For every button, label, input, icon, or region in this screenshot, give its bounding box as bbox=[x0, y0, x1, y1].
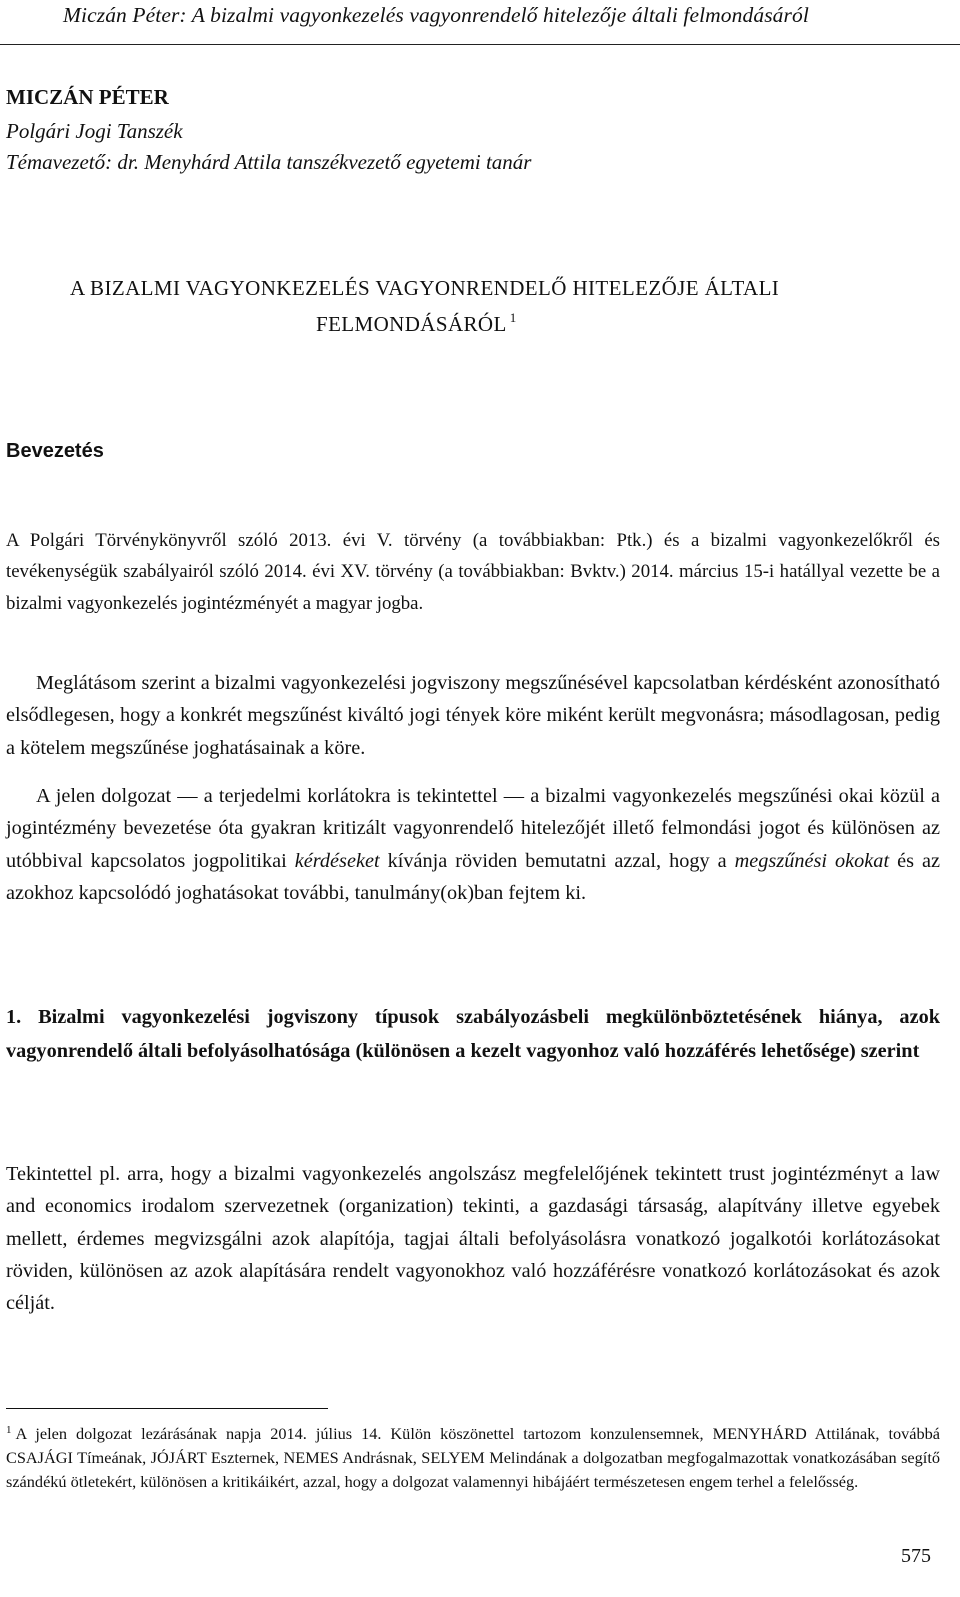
section-1-heading bbox=[6, 1001, 940, 1068]
page-number: 575 bbox=[901, 1545, 931, 1567]
paragraph-3-part1: A jelen dolgozat — a terjedelmi korlátokra is tekintettel — a bizalmi vagyonkezelés megszűnési okai közül a jogintézmény bevezetése óta gyakran kritizált vagyonrendelő hitelezőjét illető felmondási jogot és különösen az utóbbival kapcsolatos jogpolitikai bbox=[6, 785, 940, 872]
author-supervisor: Témavezető: dr. Menyhárd Attila tanszékvezető egyetemi tanár bbox=[6, 150, 532, 174]
section-1-title: Bizalmi vagyonkezelési jogviszony típusok szabályozásbeli megkülönböztetésének hiánya, azok vagyonrendelő általi befolyásolhatósága (különösen a kezelt vagyonhoz való hozzáférés lehetősége) szerint bbox=[6, 1006, 940, 1062]
paragraph-3-emphasis2: megszűnési okokat bbox=[734, 849, 890, 872]
footnote-1 bbox=[6, 1418, 940, 1494]
paper-title-text: FELMONDÁSÁRÓL bbox=[316, 312, 507, 336]
paper-title-line1: A BIZALMI VAGYONKEZELÉS VAGYONRENDELŐ HITELEZŐJE ÁLTALI bbox=[70, 276, 780, 300]
intro-heading: Bevezetés bbox=[6, 440, 104, 462]
footnote-text: A jelen dolgozat lezárásának napja 2014. július 14. Külön köszönettel tartozom konzulensemnek, MENYHÁRD Attilának, továbbá CSAJÁGI Tímeának, JÓJÁRT Eszternek, NEMES Andrásnak, SELYEM Melindának a dolgozatban megfogalmazottak vonatkozásában segítő szándékú ötletekért, különösen a kritikáikért, azzal, hogy a dolgozat valamennyi hibájáért természetesen engem terhel a felelősség. bbox=[6, 1424, 940, 1491]
title-footnote-ref[interactable]: 1 bbox=[509, 310, 517, 325]
footnote-mark: 1 bbox=[6, 1424, 12, 1436]
author-name: MICZÁN PÉTER bbox=[6, 85, 169, 109]
paragraph-1: A Polgári Törvénykönyvről szóló 2013. évi V. törvény (a továbbiakban: Ptk.) és a bizalmi vagyonkezelőkről és tevékenységük szabályairól szóló 2014. évi XV. törvény (a továbbiakban: Bvktv.) 2014. március 15-i hatállyal vezette be a bizalmi vagyonkezelés jogintézményét a magyar jogba. bbox=[6, 530, 940, 614]
section-1-number: 1. bbox=[6, 1006, 22, 1028]
running-header bbox=[0, 0, 960, 45]
paragraph-3-part3: és az azokhoz kapcsolódó joghatásokat további, tanulmány(ok)ban fejtem ki. bbox=[6, 849, 940, 904]
author-department: Polgári Jogi Tanszék bbox=[6, 119, 183, 143]
paragraph-2: Meglátásom szerint a bizalmi vagyonkezelési jogviszony megszűnésével kapcsolatban kérdésként azonosítható elsődlegesen, hogy a konkrét megszűnést kiváltó jogi tények köre miként került megvonásra; másodlagosan, pedig a kötelem megszűnése joghatásainak a köre. bbox=[6, 672, 940, 759]
paragraph-4: Tekintettel pl. arra, hogy a bizalmi vagyonkezelés angolszász megfelelőjének tekintett trust jogintézményt a law and economics irodalom szervezetnek (organization) tekinti, a gazdasági társaság, alapítvány illetve egyebek mellett, érdemes megvizsgálni azok alapítója, tagjai általi befolyásolásra vonatkozó jogalkotói korlátozásokat röviden, különösen az azok alapítására rendelt vagyonokhoz való hozzáférésre vonatkozó korlátozásokat és azok célját. bbox=[6, 1163, 940, 1315]
running-title: Miczán Péter: A bizalmi vagyonkezelés vagyonrendelő hitelezője általi felmondásáról bbox=[63, 3, 809, 27]
paragraph-3 bbox=[6, 780, 940, 909]
footnote-separator bbox=[6, 1408, 328, 1409]
paragraph-3-part2: kívánja röviden bemutatni azzal, hogy a bbox=[379, 849, 735, 872]
paper-title-line2 bbox=[316, 310, 517, 337]
paragraph-3-emphasis1: kérdéseket bbox=[294, 849, 380, 872]
